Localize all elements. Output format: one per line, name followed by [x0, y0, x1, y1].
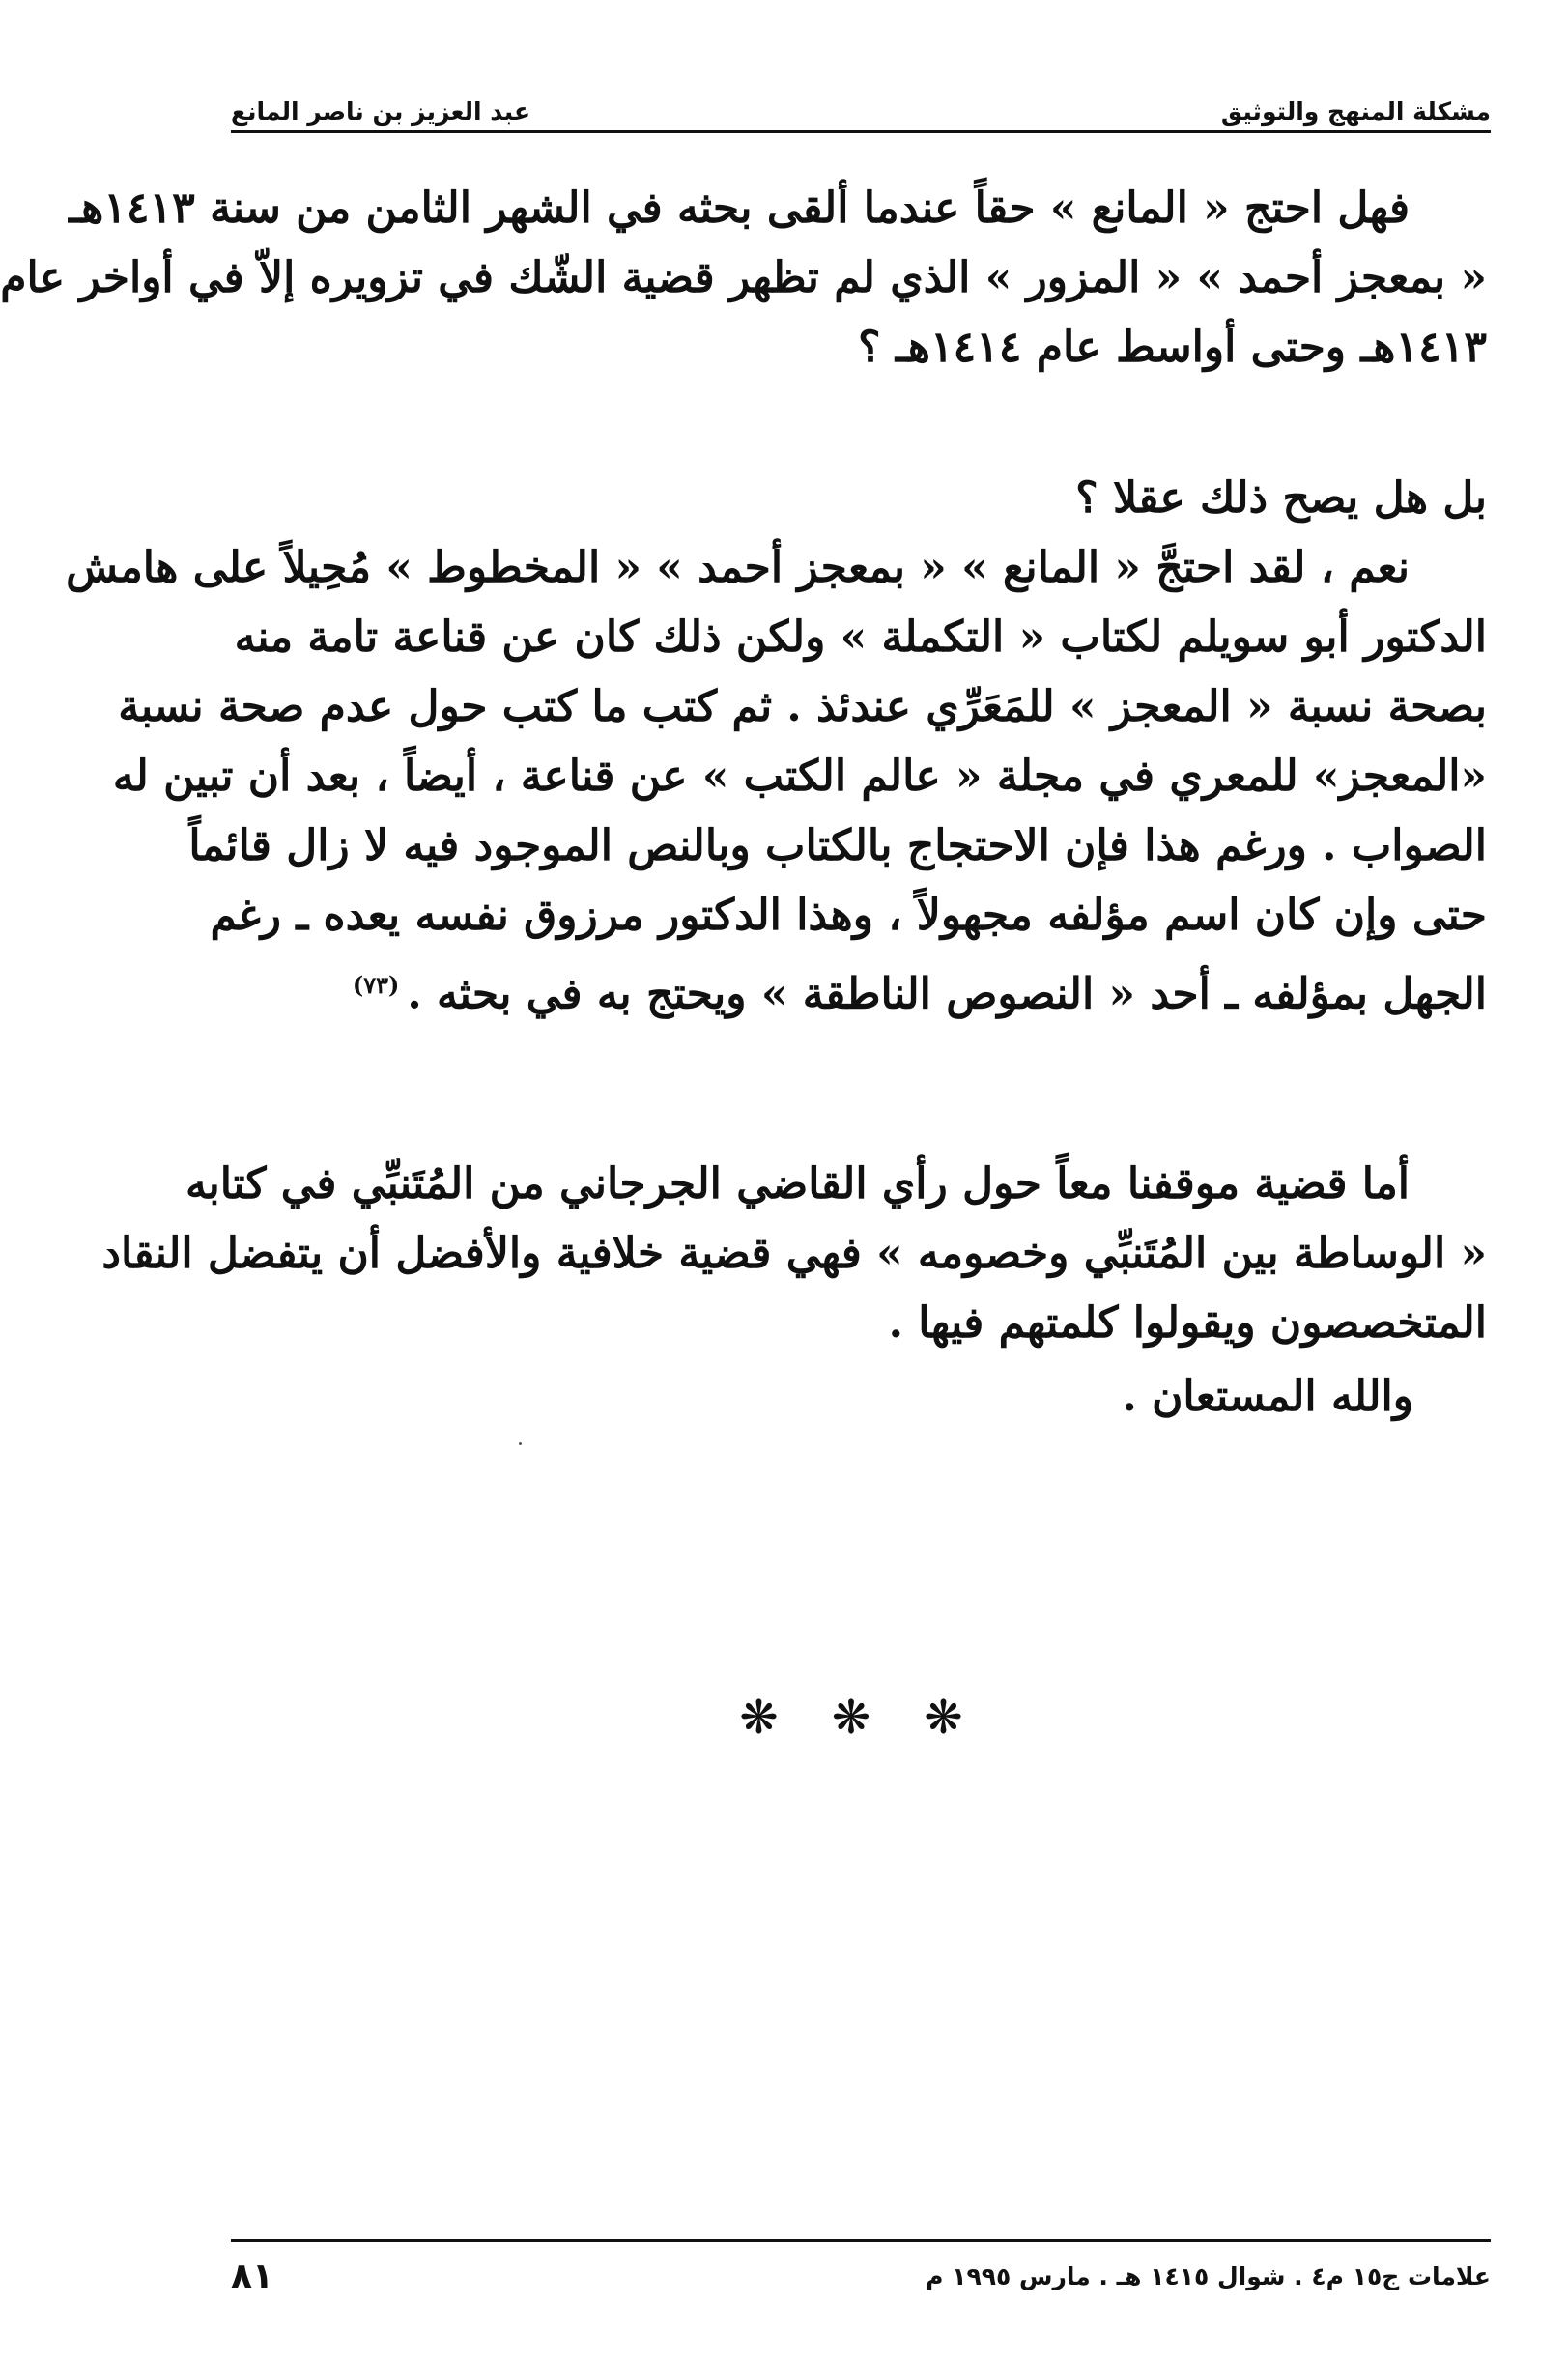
text-line [235, 951, 1487, 1030]
paragraph-1 [0, 174, 1487, 383]
paragraph-2 [66, 464, 1487, 1030]
text-line: نعم ، لقد احتجَّ « المانع » « بمعجز أحمد » « المخطوط » مُحِيلاً على هامش [66, 543, 1410, 592]
section-separator: ❋ ❋ ❋ [739, 1691, 983, 1745]
footer-issue-info: علامات ج١٥ م٤ . شوال ١٤١٥ هـ . مارس ١٩٩٥ م [926, 2261, 1491, 2290]
running-header [231, 79, 1491, 126]
text-line: بصحة نسبة « المعجز » للمَعَرِّي عندئذ . ثم كتب ما كتب حول عدم صحة نسبة [118, 682, 1487, 731]
text-line: «المعجز» للمعري في مجلة « عالم الكتب » عن قناعة ، أيضاً ، بعد أن تبين له [112, 752, 1487, 801]
running-footer [231, 2247, 1491, 2305]
text-line: الدكتور أبو سويلم لكتاب « التكملة » ولكن ذلك كان عن قناعة تامة منه [234, 612, 1487, 662]
text-line: بل هل يصح ذلك عقلا ؟ [1075, 473, 1487, 523]
text-line-content: الجهل بمؤلفه ـ أحد « النصوص الناطقة » ويحتج به في بحثه . [407, 969, 1487, 1019]
closing-phrase: والله المستعان . [1122, 1372, 1413, 1421]
header-author: عبد العزيز بن ناصر المانع [231, 98, 531, 126]
text-line: المتخصصون ويقولوا كلمتهم فيها . [888, 1298, 1487, 1348]
text-line: « الوساطة بين المُتَنبِّي وخصومه » فهي قضية خلافية والأفضل أن يتفضل النقاد [101, 1229, 1487, 1278]
text-line: ١٤١٣هـ وحتى أواسط عام ١٤١٤هـ ؟ [858, 323, 1487, 372]
text-line: فهل احتج « المانع » حقاً عندما ألقى بحثه في الشهر الثامن من سنة ١٤١٣هـ [69, 184, 1410, 233]
text-line: حتى وإن كان اسم مؤلفه مجهولاً ، وهذا الدكتور مرزوق نفسه يعده ـ رغم [210, 891, 1487, 940]
page-number: ٨١ [231, 2256, 273, 2296]
text-line: « بمعجز أحمد » « المزور » الذي لم تظهر قضية الشّك في تزويره إلاّ في أواخر عام [0, 253, 1487, 302]
header-rule [231, 130, 1491, 133]
footnote-marker[interactable]: (٧٣) [352, 971, 400, 999]
paragraph-3 [101, 1150, 1487, 1358]
footer-rule [231, 2239, 1491, 2242]
header-section-title: مشكلة المنهج والتوثيق [1220, 98, 1491, 126]
text-line: الصواب . ورغم هذا فإن الاحتجاج بالكتاب وبالنص الموجود فيه لا زال قائماً [188, 821, 1487, 870]
text-line: أما قضية موقفنا معاً حول رأي القاضي الجرجاني من المُتَنبِّي في كتابه [185, 1159, 1410, 1209]
scan-speck [519, 1442, 522, 1445]
